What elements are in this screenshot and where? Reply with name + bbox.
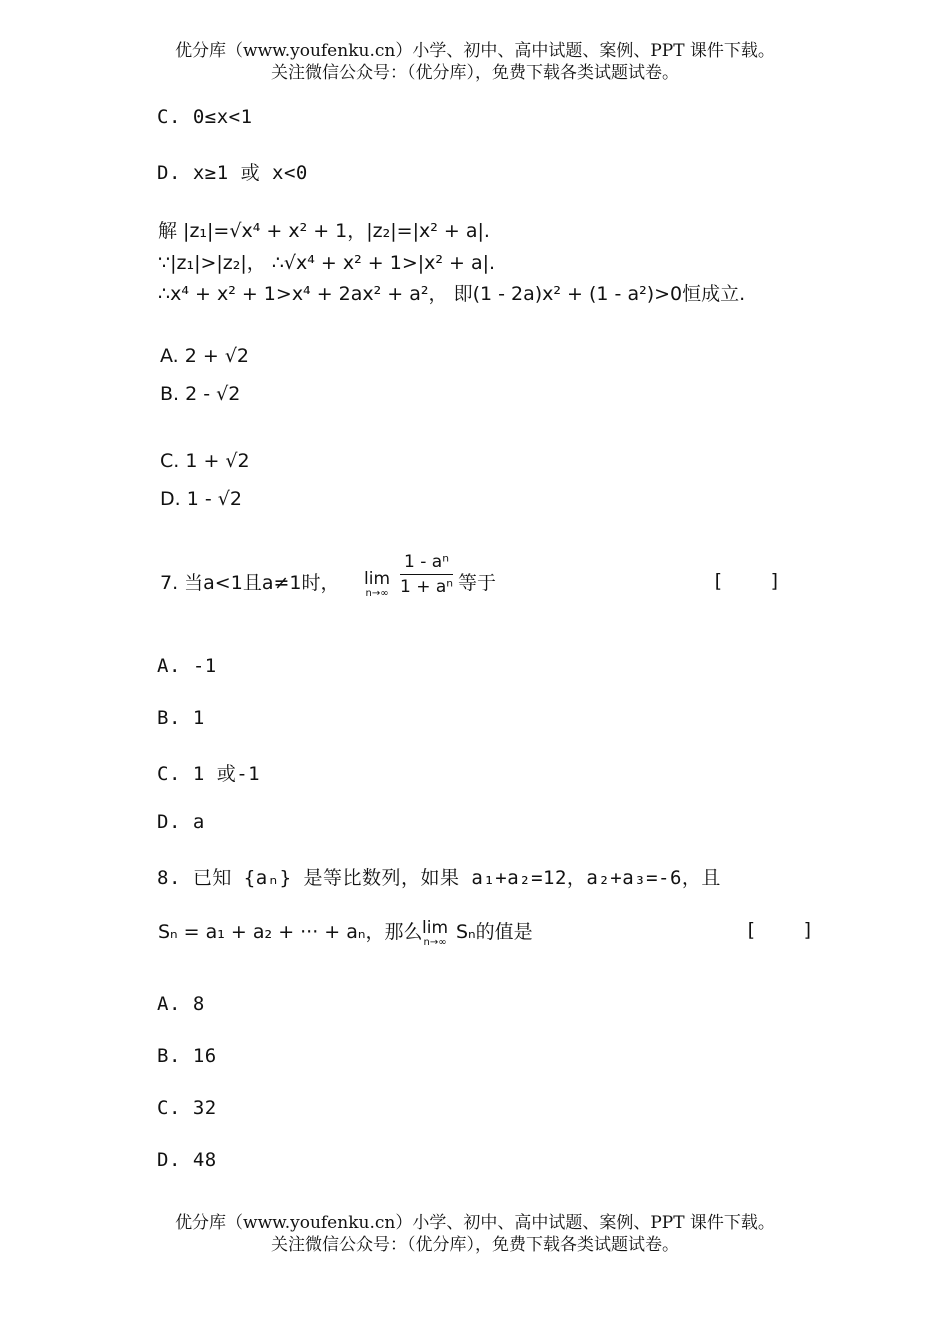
q7-lim-word: lim <box>364 569 391 589</box>
q8-sn-suffix: Sₙ的值是 <box>456 921 533 943</box>
q7-lim-sub: n→∞ <box>365 588 389 599</box>
q8-lim-sub: n→∞ <box>423 937 447 948</box>
q7-limit <box>364 570 390 599</box>
q7-option-a: A. -1 <box>157 655 217 677</box>
q8-limit <box>422 919 448 948</box>
q7-answer-bracket: [ ] <box>712 570 781 592</box>
q7-option-d: D. a <box>157 811 205 833</box>
q8-answer-bracket: [ ] <box>745 919 814 941</box>
q7-denominator: 1 + aⁿ <box>400 577 454 597</box>
q8-sn-prefix: Sₙ = a₁ + a₂ + ··· + aₙ，那么 <box>158 921 423 943</box>
extra-option-a: A. 2 + √2 <box>160 345 250 367</box>
header-line-1: 优分库（www.youfenku.cn）小学、初中、高中试题、案例、PPT 课件下载。 <box>175 41 775 61</box>
q7-suffix: 等于 <box>458 572 497 594</box>
extra-option-c: C. 1 + √2 <box>160 450 250 472</box>
q8-option-a: A. 8 <box>157 993 205 1015</box>
q8-line-1: 8. 已知 {aₙ} 是等比数列，如果 a₁+a₂=12，a₂+a₃=-6，且 <box>157 867 721 889</box>
q6-option-c: C. 0≤x<1 <box>157 106 253 128</box>
q7-numerator: 1 - aⁿ <box>400 552 453 575</box>
q8-option-c: C. 32 <box>157 1097 217 1119</box>
solution-line-1: 解 |z₁|=√x⁴ + x² + 1，|z₂|=|x² + a|. <box>158 220 490 242</box>
q7-fraction <box>400 552 453 597</box>
q7-option-c: C. 1 或-1 <box>157 763 261 785</box>
q8-lim-word: lim <box>422 918 449 938</box>
header-line-2: 关注微信公众号：（优分库），免费下载各类试题试卷。 <box>271 63 679 83</box>
extra-option-d: D. 1 - √2 <box>160 488 242 510</box>
footer-line-2: 关注微信公众号：（优分库），免费下载各类试题试卷。 <box>271 1235 679 1255</box>
footer-line-1: 优分库（www.youfenku.cn）小学、初中、高中试题、案例、PPT 课件下载。 <box>175 1213 775 1233</box>
extra-option-b: B. 2 - √2 <box>160 383 241 405</box>
solution-line-2: ∵|z₁|>|z₂|， ∴√x⁴ + x² + 1>|x² + a|. <box>158 252 496 274</box>
q7-option-b: B. 1 <box>157 707 205 729</box>
q8-option-b: B. 16 <box>157 1045 217 1067</box>
q8-option-d: D. 48 <box>157 1149 217 1171</box>
q6-option-d: D. x≥1 或 x<0 <box>157 162 308 184</box>
solution-line-3: ∴x⁴ + x² + 1>x⁴ + 2ax² + a²， 即(1 - 2a)x² + (1 - a²)>0恒成立. <box>158 283 746 305</box>
q7-prefix: 7. 当a<1且a≠1时， <box>160 572 340 594</box>
